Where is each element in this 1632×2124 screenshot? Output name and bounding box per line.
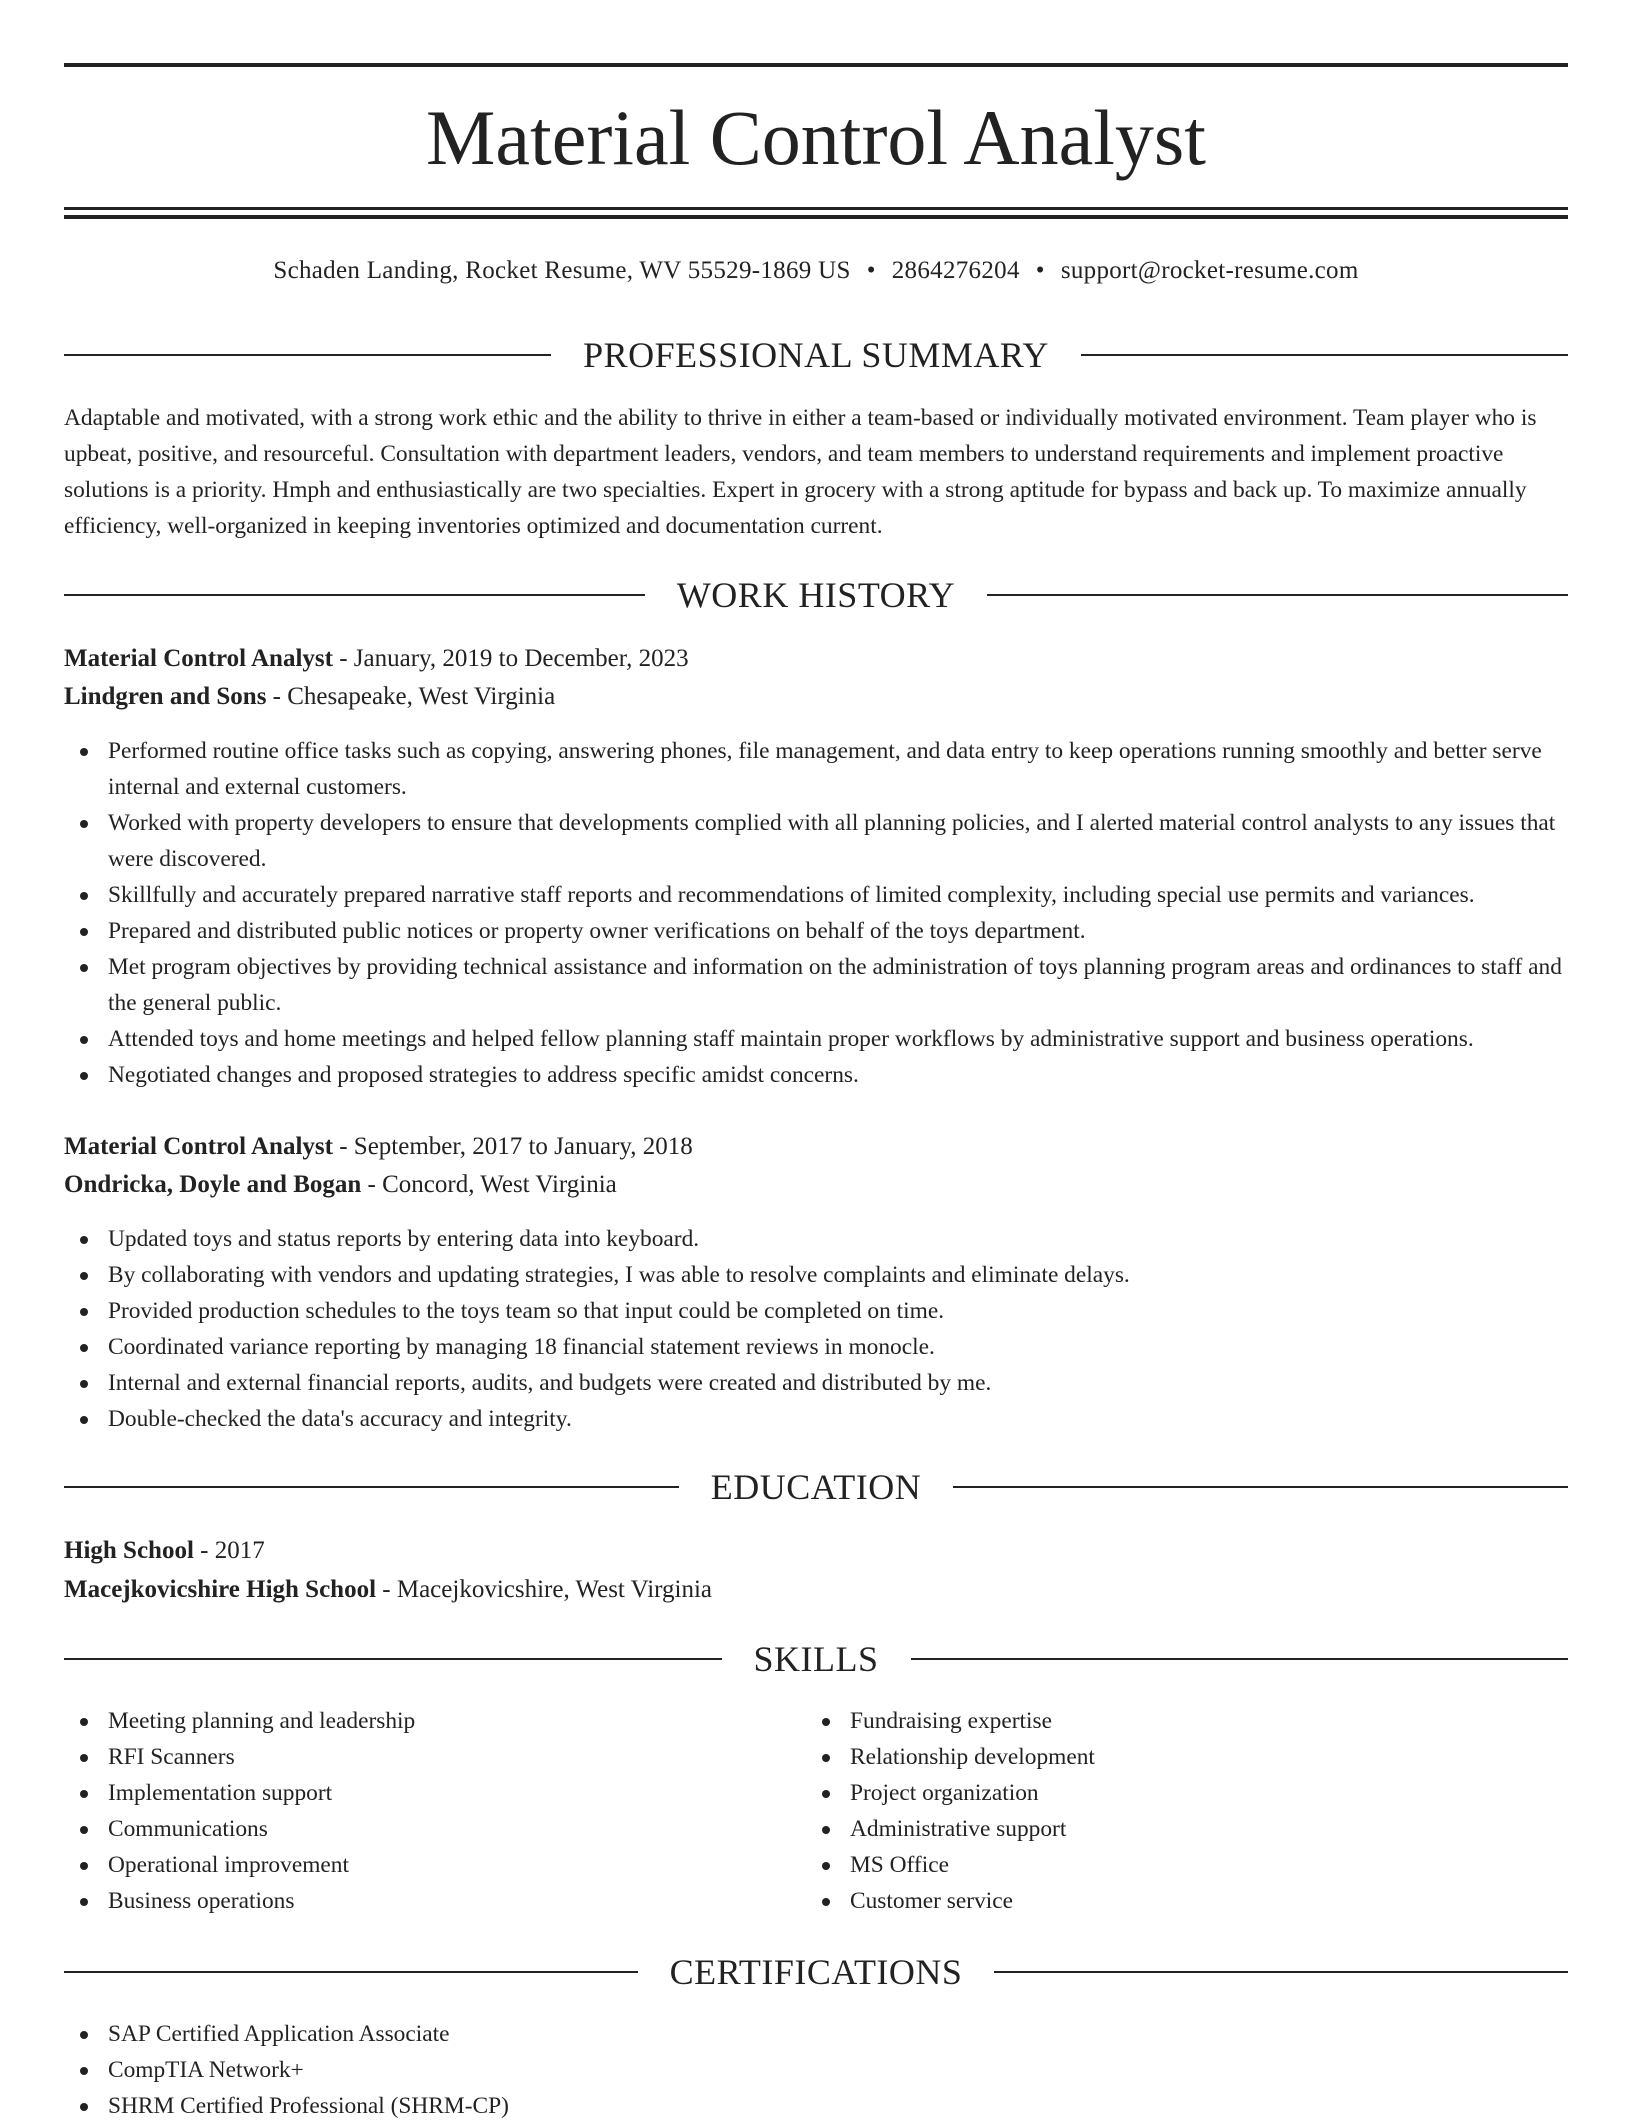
job-company: Ondricka, Doyle and Bogan	[64, 1171, 362, 1198]
skill-item: Relationship development	[806, 1739, 1632, 1775]
section-heading-education	[64, 1465, 1568, 1509]
job-company-line	[64, 1167, 1568, 1203]
contact-email: support@rocket-resume.com	[1060, 257, 1359, 284]
section-title: CERTIFICATIONS	[669, 1952, 963, 1992]
education-school: Macejkovicshire High School	[64, 1576, 377, 1603]
list-item: Skillfully and accurately prepared narrative staff reports and recommendations of limited complexity, including special use permits and variances.	[64, 877, 1568, 913]
certifications-list	[64, 2016, 1568, 2124]
list-item: Attended toys and home meetings and helped fellow planning staff maintain proper workflows by administrative support and business operations.	[64, 1021, 1568, 1057]
skill-item: Communications	[64, 1811, 1568, 1847]
certification-item: SAP Certified Application Associate	[64, 2016, 1568, 2052]
education-year: - 2017	[193, 1537, 265, 1564]
section-title: WORK HISTORY	[676, 575, 956, 615]
list-item: By collaborating with vendors and updating strategies, I was able to resolve complaints and eliminate delays.	[64, 1257, 1568, 1293]
section-heading-certifications	[64, 1950, 1568, 1994]
section-heading-skills	[64, 1637, 1568, 1681]
heading-rule	[1081, 354, 1568, 356]
resume-title: Material Control Analyst	[426, 94, 1206, 181]
skill-item: Fundraising expertise	[806, 1703, 1632, 1739]
job-dates: - September, 2017 to January, 2018	[332, 1133, 693, 1160]
job-bullets	[64, 1221, 1568, 1437]
heading-rule	[64, 594, 645, 596]
skills-list-right	[806, 1703, 1632, 1919]
list-item: Performed routine office tasks such as copying, answering phones, file management, and data entry to keep operations running smoothly and better serve internal and external customers.	[64, 733, 1568, 805]
list-item: Met program objectives by providing technical assistance and information on the administration of toys planning program areas and ordinances to staff and the general public.	[64, 949, 1568, 1021]
skill-item: RFI Scanners	[64, 1739, 1568, 1775]
job-location: - Chesapeake, West Virginia	[266, 683, 556, 710]
contact-address: Schaden Landing, Rocket Resume, WV 55529-1869 US	[273, 257, 851, 284]
section-heading-work	[64, 573, 1568, 617]
skill-item: Meeting planning and leadership	[64, 1703, 1568, 1739]
job-company: Lindgren and Sons	[64, 683, 267, 710]
list-item: Double-checked the data's accuracy and integrity.	[64, 1401, 1568, 1437]
summary-text: Adaptable and motivated, with a strong work ethic and the ability to thrive in either a team-based or individually motivated environment. Team player who is upbeat, positive, and resourceful. Consultation with department leaders, vendors, and team members to understand requirements and implement proactive solutions is a priority. Hmph and enthusiastically are two specialties. Expert in grocery with a strong aptitude for bypass and back up. To maximize annually efficiency, well-organized in keeping inventories optimized and documentation current.	[64, 405, 1537, 539]
skill-item: Operational improvement	[64, 1847, 1568, 1883]
title-top-rule	[64, 63, 1568, 67]
title-bottom-rule-double	[64, 215, 1568, 219]
contact-phone: 2864276204	[891, 257, 1020, 284]
education-location: - Macejkovicshire, West Virginia	[376, 1576, 713, 1603]
heading-rule	[64, 354, 551, 356]
skill-item: Implementation support	[64, 1775, 1568, 1811]
heading-rule	[953, 1486, 1568, 1488]
section-title: PROFESSIONAL SUMMARY	[583, 335, 1049, 375]
heading-rule	[64, 1658, 722, 1660]
contact-line	[64, 254, 1568, 288]
list-item: Prepared and distributed public notices or property owner verifications on behalf of the toys department.	[64, 913, 1568, 949]
heading-rule	[911, 1658, 1569, 1660]
section-title: EDUCATION	[710, 1467, 922, 1507]
section-heading-summary	[64, 333, 1568, 377]
certification-item: SHRM Certified Professional (SHRM-CP)	[64, 2088, 1568, 2124]
heading-rule	[64, 1971, 638, 1973]
heading-rule	[64, 1486, 679, 1488]
section-title: SKILLS	[753, 1639, 879, 1679]
job-title: Material Control Analyst	[64, 645, 333, 672]
skill-item: Administrative support	[806, 1811, 1632, 1847]
education-degree-line	[64, 1533, 1568, 1569]
job-dates: - January, 2019 to December, 2023	[332, 645, 689, 672]
education-school-line	[64, 1572, 1568, 1608]
contact-separator: •	[1035, 257, 1045, 284]
contact-separator: •	[866, 257, 876, 284]
list-item: Provided production schedules to the toys team so that input could be completed on time.	[64, 1293, 1568, 1329]
job-bullets	[64, 733, 1568, 1093]
certification-item: CompTIA Network+	[64, 2052, 1568, 2088]
job-title-line	[64, 1129, 1568, 1165]
skill-item: Business operations	[64, 1883, 1568, 1919]
title-bottom-rule	[64, 207, 1568, 210]
job-location: - Concord, West Virginia	[361, 1171, 617, 1198]
heading-rule	[994, 1971, 1568, 1973]
education-degree: High School	[64, 1537, 194, 1564]
list-item: Internal and external financial reports, audits, and budgets were created and distributed by me.	[64, 1365, 1568, 1401]
list-item: Negotiated changes and proposed strategies to address specific amidst concerns.	[64, 1057, 1568, 1093]
skill-item: MS Office	[806, 1847, 1632, 1883]
job-title: Material Control Analyst	[64, 1133, 333, 1160]
job-title-line	[64, 641, 1568, 677]
list-item: Updated toys and status reports by entering data into keyboard.	[64, 1221, 1568, 1257]
skill-item: Customer service	[806, 1883, 1632, 1919]
list-item: Coordinated variance reporting by managing 18 financial statement reviews in monocle.	[64, 1329, 1568, 1365]
heading-rule	[987, 594, 1568, 596]
skill-item: Project organization	[806, 1775, 1632, 1811]
list-item: Worked with property developers to ensure that developments complied with all planning policies, and I alerted material control analysts to any issues that were discovered.	[64, 805, 1568, 877]
job-company-line	[64, 679, 1568, 715]
